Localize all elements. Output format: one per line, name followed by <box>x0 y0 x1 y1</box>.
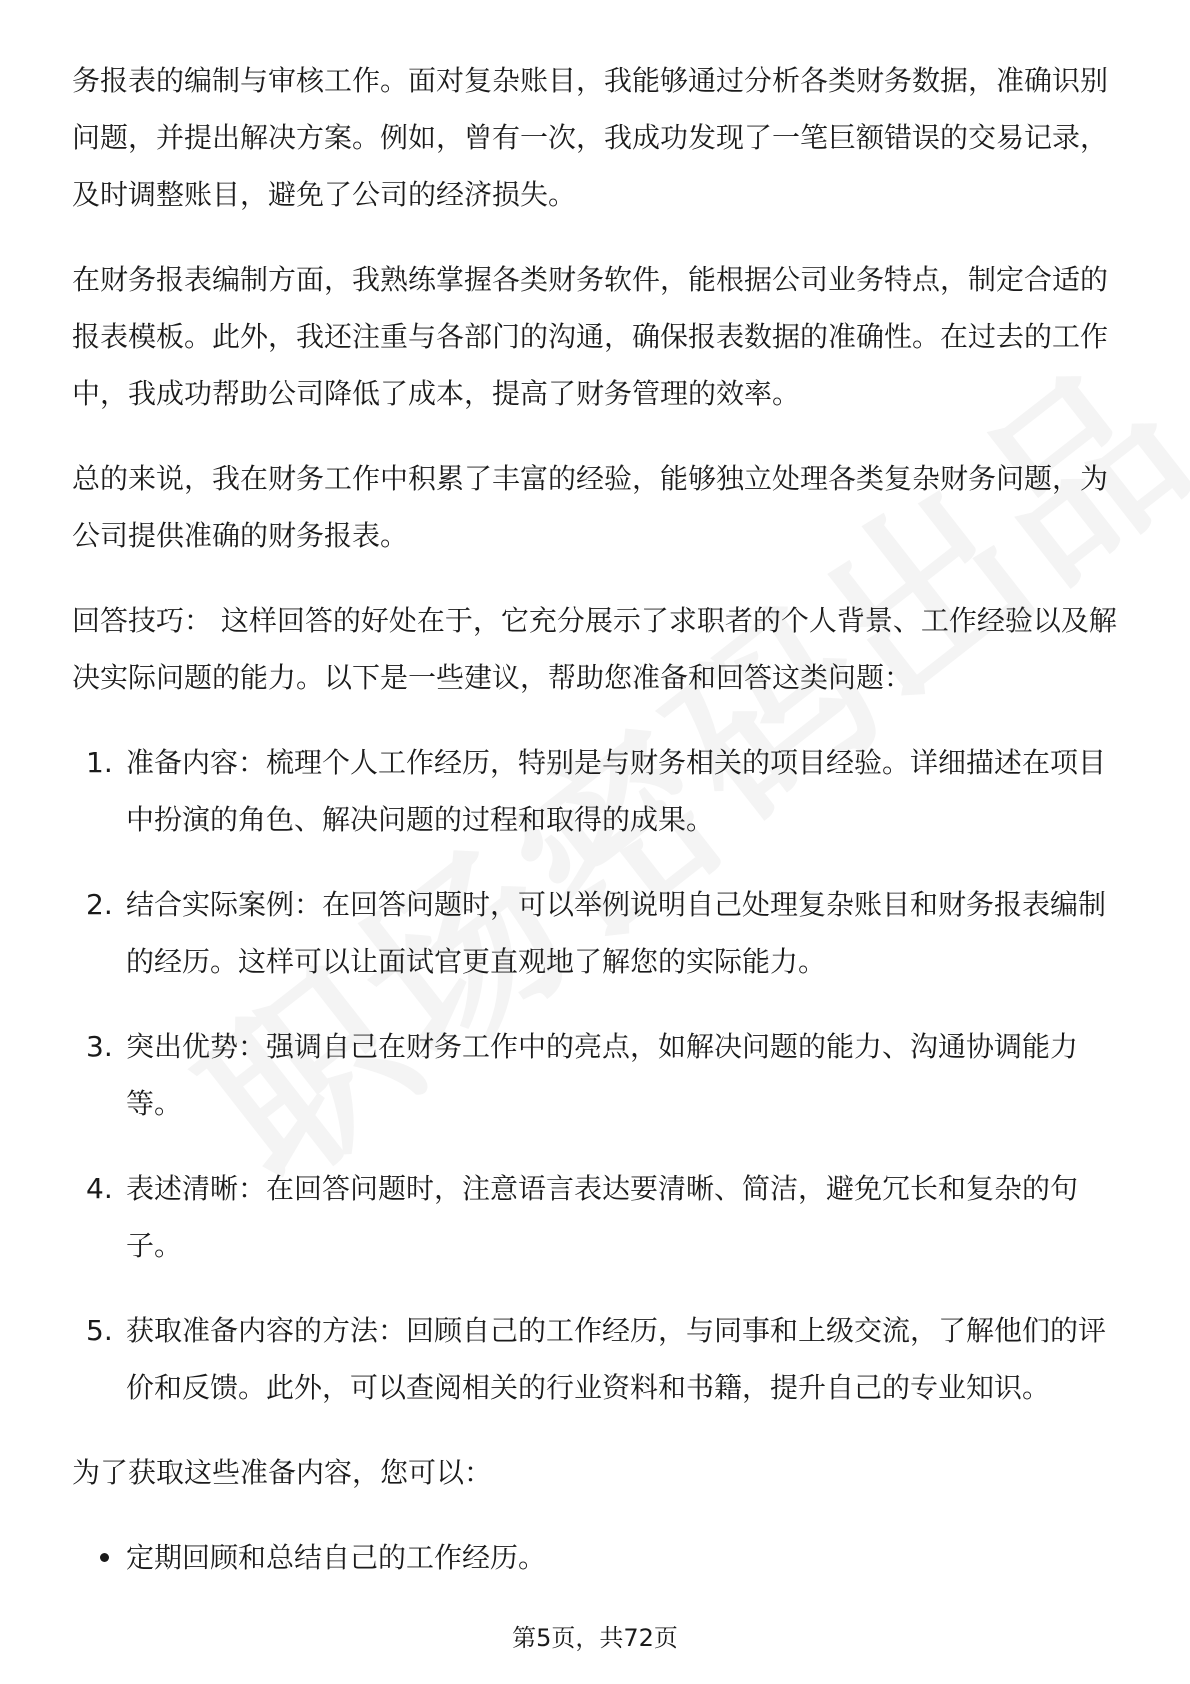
list-number: 5. <box>86 1314 113 1347</box>
bullet-item <box>72 1529 1132 1586</box>
bullet-dot-icon <box>100 1553 109 1562</box>
list-item <box>72 734 1132 848</box>
paragraph: 为了获取这些准备内容，您可以： <box>72 1456 493 1489</box>
bullet-item-text: 定期回顾和总结自己的工作经历。 <box>126 1541 547 1574</box>
list-item-text: 突出优势：强调自己在财务工作中的亮点，如解决问题的能力、沟通协调能力等。 <box>126 1030 1079 1120</box>
list-number: 2. <box>86 888 113 921</box>
list-number: 3. <box>86 1030 113 1063</box>
answer-tips-paragraph: 回答技巧： 这样回答的好处在于，它充分展示了求职者的个人背景、工作经验以及解决实际问题的能力。以下是一些建议，帮助您准备和回答这类问题： <box>72 604 1117 694</box>
list-item <box>72 1160 1132 1274</box>
bullet-list <box>72 1529 1132 1586</box>
list-item-text: 结合实际案例：在回答问题时，可以举例说明自己处理复杂账目和财务报表编制的经历。这样可以让面试官更直观地了解您的实际能力。 <box>126 888 1107 978</box>
list-item <box>72 876 1132 990</box>
list-item <box>72 1302 1132 1416</box>
list-number: 4. <box>86 1172 113 1205</box>
tips-list <box>72 734 1132 1416</box>
list-item-text: 获取准备内容的方法：回顾自己的工作经历，与同事和上级交流，了解他们的评价和反馈。此外，可以查阅相关的行业资料和书籍，提升自己的专业知识。 <box>126 1314 1107 1404</box>
paragraph: 总的来说，我在财务工作中积累了丰富的经验，能够独立处理各类复杂财务问题，为公司提供准确的财务报表。 <box>72 462 1109 552</box>
paragraph: 务报表的编制与审核工作。面对复杂账目，我能够通过分析各类财务数据，准确识别问题，并提出解决方案。例如，曾有一次，我成功发现了一笔巨额错误的交易记录，及时调整账目，避免了公司的经济损失。 <box>72 64 1109 211</box>
paragraph: 在财务报表编制方面，我熟练掌握各类财务软件，能根据公司业务特点，制定合适的报表模板。此外，我还注重与各部门的沟通，确保报表数据的准确性。在过去的工作中，我成功帮助公司降低了成本，提高了财务管理的效率。 <box>72 263 1109 410</box>
list-number: 1. <box>86 746 113 779</box>
page-content <box>72 52 1132 1586</box>
list-item <box>72 1018 1132 1132</box>
list-item-text: 准备内容：梳理个人工作经历，特别是与财务相关的项目经验。详细描述在项目中扮演的角色、解决问题的过程和取得的成果。 <box>126 746 1107 836</box>
list-item-text: 表述清晰：在回答问题时，注意语言表达要清晰、简洁，避免冗长和复杂的句子。 <box>126 1172 1079 1262</box>
page-number: 第5页，共72页 <box>512 1624 678 1652</box>
